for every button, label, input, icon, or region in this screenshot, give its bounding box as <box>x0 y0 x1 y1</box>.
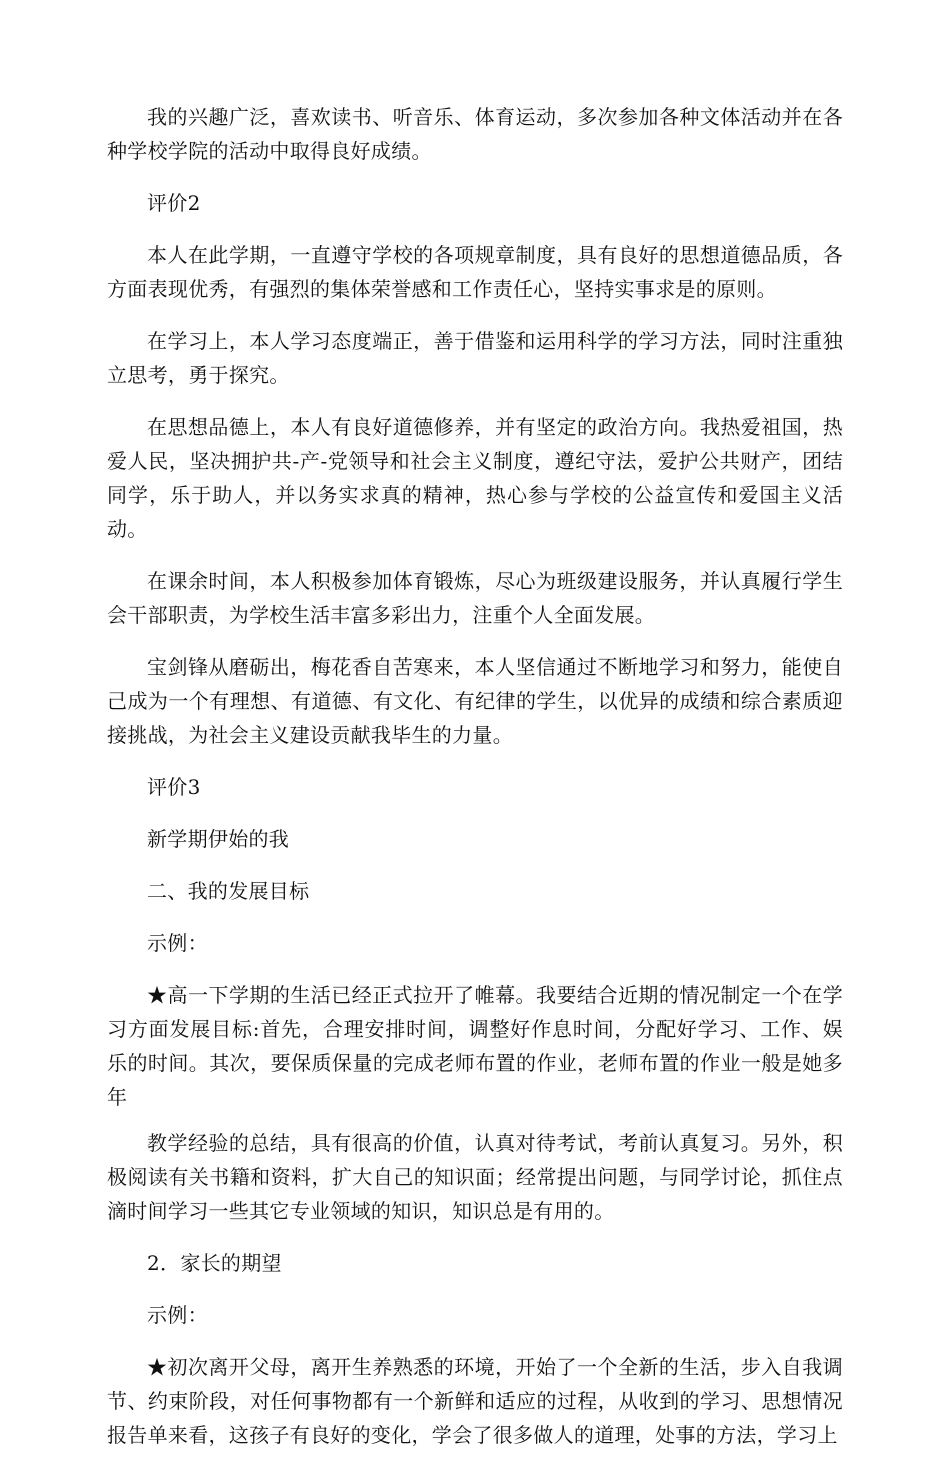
heading-development-goals: 二、我的发展目标 <box>147 879 310 903</box>
label-example-1: 示例： <box>147 931 208 955</box>
paragraph-parent-example: ★初次离开父母，离开生养熟悉的环境，开始了一个全新的生活，步入自我调节、约束阶段，对任何事物都有一个新鲜和适应的过程，从收到的学习、思想情况报告单来看，这孩子有良好的变化，学会了很多做人的道理，处事的方法，学习上 <box>107 1355 843 1447</box>
paragraph-extracurricular: 在课余时间，本人积极参加体育锻炼，尽心为班级建设服务，并认真履行学生会干部职责，为学校生活丰富多彩出力，注重个人全面发展。 <box>107 569 843 627</box>
heading-evaluation-2: 评价2 <box>147 191 201 215</box>
label-example-2: 示例： <box>147 1303 208 1327</box>
paragraph-interests: 我的兴趣广泛，喜欢读书、听音乐、体育运动，多次参加各种文体活动并在各种学校学院的活动中取得良好成绩。 <box>107 105 843 163</box>
paragraph-study-attitude: 在学习上，本人学习态度端正，善于借鉴和运用科学的学习方法，同时注重独立思考，勇于探究。 <box>107 329 843 387</box>
heading-new-semester: 新学期伊始的我 <box>147 827 290 851</box>
paragraph-moral-character: 在思想品德上，本人有良好道德修养，并有坚定的政治方向。我热爱祖国，热爱人民，坚决拥护共-产-党领导和社会主义制度，遵纪守法，爱护公共财产，团结同学，乐于助人，并以务实求真的精神，热心参与学校的公益宣传和爱国主义活动。 <box>107 415 843 541</box>
paragraph-goals-example: ★高一下学期的生活已经正式拉开了帷幕。我要结合近期的情况制定一个在学习方面发展目标:首先，合理安排时间，调整好作息时间，分配好学习、工作、娱乐的时间。其次，要保质保量的完成老师布置的作业，老师布置的作业一般是她多年 <box>107 983 843 1109</box>
heading-evaluation-3: 评价3 <box>147 775 201 799</box>
paragraph-aspiration: 宝剑锋从磨砺出，梅花香自苦寒来，本人坚信通过不断地学习和努力，能使自己成为一个有理想、有道德、有文化、有纪律的学生，以优异的成绩和综合素质迎接挑战，为社会主义建设贡献我毕生的力量。 <box>107 655 843 747</box>
heading-parent-expectations: 2．家长的期望 <box>147 1251 282 1275</box>
paragraph-goals-continued: 教学经验的总结，具有很高的价值，认真对待考试，考前认真复习。另外，积极阅读有关书籍和资料，扩大自己的知识面；经常提出问题，与同学讨论，抓住点滴时间学习一些其它专业领域的知识，知识总是有用的。 <box>107 1131 843 1223</box>
paragraph-discipline: 本人在此学期，一直遵守学校的各项规章制度，具有良好的思想道德品质，各方面表现优秀，有强烈的集体荣誉感和工作责任心，坚持实事求是的原则。 <box>107 243 843 301</box>
document-page <box>107 100 843 1470</box>
